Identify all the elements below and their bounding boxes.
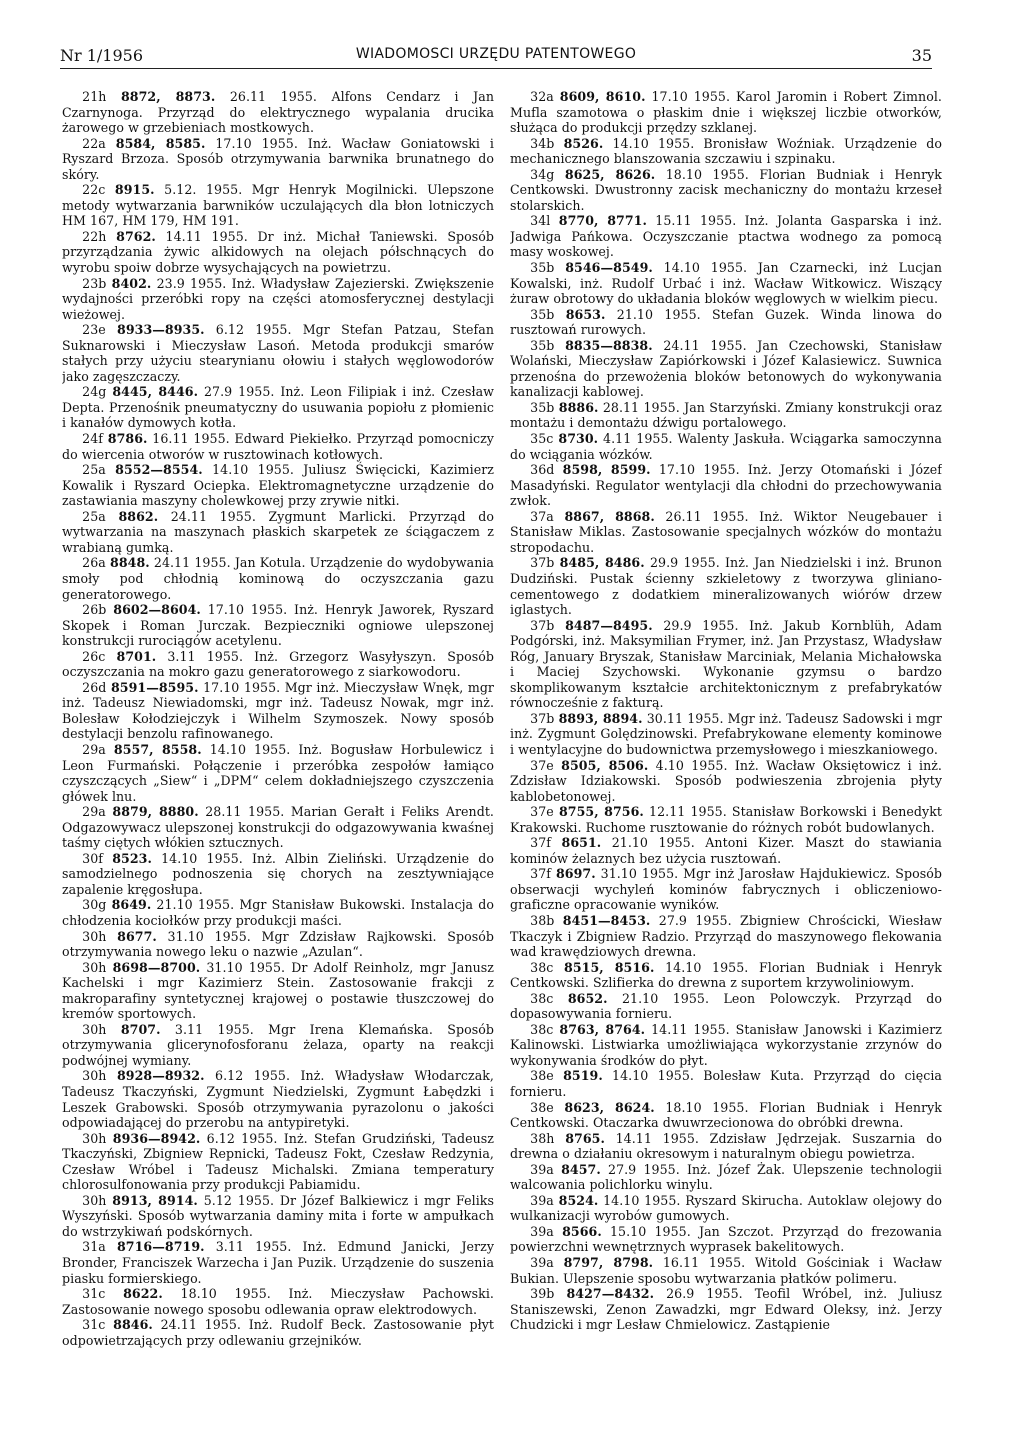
patent-description: 5.12 1955. Dr Józef Balkiewicz i mgr Feliks Wyszyński. Sposób wytwarzania daminy mita i forte w ampułkach do wstrzykiwań podskórnych. xyxy=(62,1192,494,1239)
patent-class: 37e xyxy=(530,804,554,820)
patent-class: 39a xyxy=(530,1192,554,1208)
patent-class: 26b xyxy=(82,602,107,618)
patent-number: 8427—8432. xyxy=(566,1286,655,1302)
patent-description: 26.9 1955. Teofil Wróbel, inż. Juliusz Staniszewski, Zenon Zawadzki, mgr Edward Oleksy, inż. Jerzy Chudzicki i mgr Lesław Chmielowicz. Zastąpienie xyxy=(510,1286,942,1333)
patent-description: 28.11 1955. Marian Gerałt i Feliks Arendt. Odgazowywacz ulepszonej konstrukcji do odgazowywania kwaśnej taśmy ciętych włókien sztucznych. xyxy=(62,804,494,851)
patent-entry xyxy=(62,322,494,384)
patent-description: 6.12 1955. Inż. Stefan Grudziński, Tadeusz Tkaczyński, Zbigniew Repnicki, Tadeusz Fokt, Czesław Redzynia, Czesław Wróbel i Tadeusz Michalski. Zmiana temperatury chlorosulfonowania przy produkcji Pabiamidu. xyxy=(62,1130,494,1193)
patent-entry xyxy=(510,1131,942,1162)
patent-number: 8451—8453. xyxy=(562,912,651,928)
patent-entry xyxy=(510,866,942,913)
patent-entry xyxy=(510,1255,942,1286)
patent-number: 8623, 8624. xyxy=(564,1099,655,1115)
patent-class: 32a xyxy=(530,89,554,104)
patent-number: 8445, 8446. xyxy=(112,384,199,400)
patent-number: 8487—8495. xyxy=(565,617,653,633)
patent-number: 8755, 8756. xyxy=(558,804,644,820)
patent-class: 38e xyxy=(530,1068,554,1084)
patent-number: 8701. xyxy=(116,648,157,664)
patent-description: 27.9 1955. Inż. Józef Żak. Ulepszenie technologii walcowania polichlorku winylu. xyxy=(510,1161,942,1193)
patent-number: 8523. xyxy=(112,850,152,866)
patent-class: 24f xyxy=(82,431,103,447)
patent-number: 8933—8935. xyxy=(117,322,205,338)
patent-entry xyxy=(62,897,494,928)
patent-class: 39a xyxy=(530,1161,554,1177)
patent-class: 35b xyxy=(530,399,555,415)
patent-class: 35c xyxy=(530,431,554,447)
patent-entry xyxy=(510,167,942,214)
patent-description: 6.12 1955. Inż. Władysław Włodarczak, Tadeusz Tkaczyński, Zygmunt Niedzielski, Zygmunt Łabędzki i Leszek Grabowski. Sposób otrzymywania pyrazolonu o jakości odpowiadającej do przerobu na antypiretyki. xyxy=(62,1068,494,1131)
patent-class: 30h xyxy=(82,1021,107,1037)
patent-description: 5.12. 1955. Mgr Henryk Mogilnicki. Ulepszone metody wytwarzania barwników uczulających dla błon lotniczych HM 167, HM 179, HM 191. xyxy=(62,182,494,229)
patent-entry xyxy=(510,338,942,400)
patent-description: 30.11 1955. Mgr inż. Tadeusz Sadowski i mgr inż. Zygmunt Golędzinowski. Prefabrykowane elementy kominowe i wentylacyjne do budownictwa przemysłowego i mieszkaniowego. xyxy=(510,710,942,757)
patent-description: 26.11 1955. Inż. Wiktor Neugebauer i Stanisław Miklas. Zastosowanie specjalnych wózków do montażu stropodachu. xyxy=(510,508,942,555)
publication-title: WIADOMOSCI URZĘDU PATENTOWEGO xyxy=(355,46,637,62)
patent-class: 23e xyxy=(82,322,106,338)
patent-class: 30f xyxy=(82,850,103,866)
patent-number: 8765. xyxy=(565,1130,605,1146)
patent-class: 38h xyxy=(530,1130,555,1146)
patent-description: 3.11 1955. Inż. Edmund Janicki, Jerzy Bronder, Franciszek Warzecha i Jan Puzik. Urządzenie do suszenia piasku formierskiego. xyxy=(62,1239,494,1286)
patent-description: 17.10 1955. Karol Jaromin i Robert Zimnol. Mufla szamotowa o płaskim dnie i większej liczbie otworków, służąca do produkcji przędzy szklanej. xyxy=(510,89,942,136)
patent-number: 8846. xyxy=(113,1317,153,1333)
patent-description: 14.10 1955. Juliusz Święcicki, Kazimierz Kowalik i Ryszard Ociepka. Elektromagnetyczne urządzenie do zastawiania maszyny cholewkowej przy zrywie nitki. xyxy=(62,462,494,509)
patent-class: 30h xyxy=(82,1192,107,1208)
patent-class: 22h xyxy=(82,228,107,244)
patent-description: 14.11 1955. Dr inż. Michał Taniewski. Sposób przyrządzania żywic alkidowych na olejach półschnących do wyrobu spoiw dobrze wysychających na powietrzu. xyxy=(62,228,494,276)
patent-class: 34b xyxy=(530,135,555,151)
patent-description: 21.10 1955. Antoni Kizer. Maszt do stawiania kominów żelaznych bez użycia rusztowań. xyxy=(510,835,942,866)
patent-number: 8653. xyxy=(565,306,606,322)
patent-description: 21.10 1955. Leon Polowczyk. Przyrząd do dopasowywania fornieru. xyxy=(510,990,942,1022)
patent-description: 21.10 1955. Stefan Guzek. Winda linowa do rusztowań rurowych. xyxy=(510,306,942,338)
patent-entry xyxy=(62,649,494,680)
patent-description: 14.10 1955. Inż. Bogusław Horbulewicz i Leon Furmański. Połączenie i przeróbka zespołów łamiąco czyszczących „Siew“ i „DPM“ celem dokładniejszego czyszczenia główek lnu. xyxy=(62,741,494,804)
patent-entry xyxy=(510,1193,942,1224)
page-header xyxy=(60,42,932,69)
patent-entry xyxy=(510,804,942,835)
patent-description: 14.10 1955. Inż. Albin Zieliński. Urządzenie do samodzielnego podnoszenia się chorych na zesztywniające zapalenie kręgosłupa. xyxy=(62,850,494,897)
patent-entry xyxy=(62,1131,494,1193)
patent-class: 25a xyxy=(82,508,106,524)
patent-class: 39a xyxy=(530,1223,554,1239)
patent-number: 8524. xyxy=(558,1192,599,1208)
patent-class: 29a xyxy=(82,804,106,820)
patent-description: 24.11 1955. Jan Czechowski, Stanisław Wolański, Mieczysław Zapiórkowski i Józef Kalasiewicz. Suwnica przenośna do przewożenia bloków betonowych do wykonywania kanalizacji kablowej. xyxy=(510,337,942,400)
patent-description: 31.10 1955. Mgr Zdzisław Rajkowski. Sposób otrzymywania nowego leku o nazwie „Azulan“. xyxy=(62,928,494,960)
patent-description: 23.9 1955. Inż. Władysław Zajezierski. Zwiększenie wydajności przeróbki ropy na części atomosferycznej destylacji wieżowej. xyxy=(62,275,494,322)
patent-class: 38c xyxy=(530,959,554,975)
patent-number: 8872, 8873. xyxy=(120,89,216,104)
patent-number: 8707. xyxy=(120,1021,161,1037)
patent-description: 24.11 1955. Jan Kotula. Urządzenie do wydobywania smoły pod chłodnią kominową do oczyszczania gazu generatorowego. xyxy=(62,555,494,602)
patent-number: 8698—8700. xyxy=(112,959,201,975)
patent-entry xyxy=(510,618,942,711)
patent-description: 4.10 1955. Inż. Wacław Oksiętowicz i inż. Zdzisław Idziakowski. Sposób podwieszenia zbrojenia płyty kablobetonowej. xyxy=(510,757,942,804)
patent-class: 31c xyxy=(82,1286,106,1302)
patent-number: 8835—8838. xyxy=(565,337,653,353)
patent-description: 14.11 1955. Stanisław Janowski i Kazimierz Kalinowski. Listwiarka umożliwiająca wykorzystanie zrzynów do wykonywania środków do płyt. xyxy=(510,1021,942,1068)
patent-entry xyxy=(62,136,494,183)
patent-description: 28.11 1955. Jan Starzyński. Zmiany konstrukcji oraz montażu i demontażu dźwigu portalowego. xyxy=(510,399,942,431)
patent-entry xyxy=(510,1100,942,1131)
patent-class: 30h xyxy=(82,959,107,975)
patent-class: 35b xyxy=(530,306,555,322)
patent-class: 37a xyxy=(530,508,554,524)
patent-number: 8893, 8894. xyxy=(558,710,643,726)
patent-entry xyxy=(62,1068,494,1130)
patent-description: 18.10 1955. Inż. Mieczysław Pachowski. Zastosowanie nowego sposobu odlewania opraw elektrodowych. xyxy=(62,1286,494,1317)
patent-entry xyxy=(510,307,942,338)
patent-entry xyxy=(62,555,494,602)
patent-entry xyxy=(62,929,494,960)
patent-class: 35b xyxy=(530,260,555,276)
patent-description: 17.10 1955. Inż. Jerzy Otomański i Józef Masadyński. Regulator wentylacji dla chłodni do przechowywania zwłok. xyxy=(510,462,942,509)
patent-entry xyxy=(62,851,494,898)
patent-class: 22c xyxy=(82,182,106,198)
patent-entry xyxy=(62,1022,494,1069)
patent-description: 29.9 1955. Inż. Jakub Kornblüh, Adam Podgórski, inż. Maksymilian Frymer, inż. Jan Przystasz, Władysław Róg, January Bryszak, Stanisław Marciniak, Melania Michałowska i Maciej Szychowski. Wykonanie gzymsu o bardzo skomplikowanym kształcie architektonicznym z prefabrykatów równocześnie z fakturą. xyxy=(510,617,942,711)
patent-entry xyxy=(510,758,942,805)
patent-entry xyxy=(510,260,942,307)
patent-entry xyxy=(510,555,942,617)
patent-entry xyxy=(510,960,942,991)
patent-description: 12.11 1955. Stanisław Borkowski i Benedykt Krakowski. Ruchome rusztowanie do różnych robót budowlanych. xyxy=(510,804,942,835)
patent-entry xyxy=(510,991,942,1022)
patent-description: 18.10 1955. Florian Budniak i Henryk Centkowski. Dwustronny zacisk mechaniczny do montażu krzeseł stolarskich. xyxy=(510,166,942,213)
patent-entry xyxy=(510,711,942,758)
patent-description: 3.11 1955. Mgr Irena Klemańska. Sposób otrzymywania glicerynofosforanu żelaza, oparty na reakcji podwójnej wymiany. xyxy=(62,1021,494,1068)
patent-class: 39b xyxy=(530,1286,555,1302)
patent-entry xyxy=(510,913,942,960)
patent-number: 8763, 8764. xyxy=(559,1021,646,1037)
patent-entry xyxy=(62,960,494,1022)
patent-description: 16.11 1955. Witold Gościniak i Wacław Bukian. Ulepszenie sposobu wytwarzania płatków polimeru. xyxy=(510,1255,942,1286)
patent-number: 8915. xyxy=(114,182,155,198)
patent-class: 25a xyxy=(82,462,106,478)
patent-class: 30h xyxy=(82,1130,107,1146)
patent-entry xyxy=(510,400,942,431)
patent-class: 30h xyxy=(82,928,107,944)
patent-class: 22a xyxy=(82,135,106,151)
patent-entry xyxy=(510,431,942,462)
patent-number: 8602—8604. xyxy=(113,602,201,618)
patent-number: 8557, 8558. xyxy=(113,741,202,757)
patent-number: 8928—8932. xyxy=(116,1068,205,1084)
patent-class: 35b xyxy=(530,337,555,353)
patent-number: 8552—8554. xyxy=(115,462,203,478)
patent-entry xyxy=(62,182,494,229)
patent-description: 27.9 1955. Zbigniew Chrościcki, Wiesław Tkaczyk i Zbigniew Radzio. Przyrząd do maszynowego flekowania wad krawędziowych drewna. xyxy=(510,912,942,960)
patent-number: 8786. xyxy=(107,431,148,447)
patent-number: 8649. xyxy=(111,897,152,913)
patent-entry xyxy=(62,742,494,804)
patent-number: 8505, 8506. xyxy=(561,757,649,773)
patent-class: 26d xyxy=(82,679,107,695)
patent-entry xyxy=(62,229,494,276)
patent-number: 8625, 8626. xyxy=(564,166,656,182)
patent-class: 37b xyxy=(530,710,555,726)
patent-number: 8879, 8880. xyxy=(112,804,199,820)
patent-number: 8584, 8585. xyxy=(115,135,206,151)
patent-number: 8716—8719. xyxy=(116,1239,205,1255)
patent-entry xyxy=(510,835,942,866)
right-column xyxy=(510,89,942,1439)
patent-entry xyxy=(62,680,494,742)
patent-number: 8697. xyxy=(555,866,596,882)
patent-number: 8515, 8516. xyxy=(564,959,655,975)
patent-class: 30h xyxy=(82,1068,107,1084)
patent-number: 8936—8942. xyxy=(112,1130,201,1146)
patent-entry xyxy=(510,1224,942,1255)
patent-number: 8402. xyxy=(111,275,152,291)
patent-entry xyxy=(62,509,494,556)
patent-description: 14.10 1955. Bolesław Kuta. Przyrząd do cięcia fornieru. xyxy=(510,1068,942,1099)
patent-entry xyxy=(510,1162,942,1193)
patent-number: 8862. xyxy=(118,508,159,524)
patent-class: 31c xyxy=(82,1317,106,1333)
patent-number: 8566. xyxy=(562,1223,602,1239)
patent-description: 14.10 1955. Florian Budniak i Henryk Centkowski. Szlifierka do drewna z suportem krzywoliniowym. xyxy=(510,959,942,991)
patent-number: 8677. xyxy=(117,928,157,944)
patent-class: 37f xyxy=(530,835,551,851)
patent-description: 24.11 1955. Inż. Rudolf Beck. Zastosowanie płyt odpowietrzających przy odlewaniu grzejników. xyxy=(62,1317,494,1348)
patent-entry xyxy=(62,431,494,462)
patent-class: 37b xyxy=(530,617,555,633)
patent-number: 8546—8549. xyxy=(565,260,653,276)
page-number: 35 xyxy=(911,46,932,65)
patent-entry xyxy=(62,1317,494,1348)
patent-class: 36d xyxy=(530,462,555,478)
patent-class: 34l xyxy=(530,213,551,229)
patent-class: 31a xyxy=(82,1239,106,1255)
patent-description: 18.10 1955. Florian Budniak i Henryk Centkowski. Otaczarka dwuwrzecionowa do obróbki drewna. xyxy=(510,1099,942,1131)
patent-description: 6.12 1955. Mgr Stefan Patzau, Stefan Suknarowski i Mieczysław Lasoń. Metoda produkcji smarów stałych przy użyciu stearynianu ołowiu i stałych węglowodorów jako zagęszczaczy. xyxy=(62,322,494,384)
issue-number: Nr 1/1956 xyxy=(60,46,144,65)
patent-description: 14.10 1955. Ryszard Skirucha. Autoklaw olejowy do wulkanizacji wyrobów gumowych. xyxy=(510,1192,942,1224)
patent-class: 23b xyxy=(82,275,107,291)
patent-entry xyxy=(62,1239,494,1286)
patent-class: 37e xyxy=(530,757,554,773)
patent-class: 26c xyxy=(82,648,106,664)
patent-class: 37f xyxy=(530,866,551,882)
patent-number: 8886. xyxy=(558,399,599,415)
patent-entry xyxy=(510,213,942,260)
patent-number: 8622. xyxy=(123,1286,163,1302)
patent-number: 8762. xyxy=(116,228,156,244)
patent-entry xyxy=(62,1193,494,1240)
patent-number: 8797, 8798. xyxy=(563,1255,654,1271)
patent-class: 37b xyxy=(530,555,555,571)
patent-description: 4.11 1955. Walenty Jaskuła. Wciągarka samoczynna do wciągania wózków. xyxy=(510,431,942,462)
patent-number: 8730. xyxy=(558,431,599,447)
patent-number: 8770, 8771. xyxy=(558,213,647,229)
patent-description: 17.10 1955. Inż. Wacław Goniatowski i Ryszard Brzoza. Sposób otrzymywania barwnika brunatnego do skóry. xyxy=(62,135,494,182)
patent-entry xyxy=(62,804,494,851)
patent-number: 8526. xyxy=(563,135,604,151)
patent-number: 8652. xyxy=(567,990,608,1006)
patent-entry xyxy=(62,276,494,323)
patent-entry xyxy=(510,509,942,556)
patent-description: 3.11 1955. Inż. Grzegorz Wasyłyszyn. Sposób oczyszczania na mokro gazu generatorowego z siarkowodoru. xyxy=(62,648,494,680)
patent-entry xyxy=(62,1286,494,1317)
patent-class: 38c xyxy=(530,990,554,1006)
patent-description: 27.9 1955. Inż. Leon Filipiak i inż. Czesław Depta. Przenośnik pneumatyczny do usuwania popiołu z płomienic i kanałów dymowych kotła. xyxy=(62,384,494,431)
patent-description: 29.9 1955. Inż. Jan Niedzielski i inż. Brunon Dudziński. Pustak ścienny szkieletowy z tworzywa gliniano-cementowego z dodatkiem mineralizowanych wiórów drzew iglastych. xyxy=(510,555,942,618)
patent-number: 8591—8595. xyxy=(110,679,199,695)
patent-description: 14.11 1955. Zdzisław Jędrzejak. Suszarnia do drewna o działaniu okresowym i naturalnym obiegu powietrza. xyxy=(510,1130,942,1162)
patent-class: 34g xyxy=(530,166,555,182)
patent-entry xyxy=(62,462,494,509)
patent-entry xyxy=(510,1022,942,1069)
patent-entry xyxy=(62,602,494,649)
patent-description: 21.10 1955. Mgr Stanisław Bukowski. Instalacja do chłodzenia kociołków przy produkcji maści. xyxy=(62,897,494,928)
patent-description: 15.10 1955. Jan Szczot. Przyrząd do frezowania powierzchni wewnętrznych wyprasek bakelitowych. xyxy=(510,1223,942,1255)
patent-number: 8867, 8868. xyxy=(564,508,655,524)
patent-entry xyxy=(510,1068,942,1099)
patent-class: 38b xyxy=(530,912,555,928)
patent-number: 8485, 8486. xyxy=(559,555,645,571)
patent-entry xyxy=(62,384,494,431)
patent-description: 17.10 1955. Mgr inż. Mieczysław Wnęk, mgr inż. Tadeusz Niewiadomski, mgr inż. Tadeusz Nowak, mgr inż. Bolesław Kołodziejczyk i Wilhelm Szymoszek. Nowy sposób destylacji benzolu rafinowanego. xyxy=(62,679,494,742)
patent-description: 14.10 1955. Bronisław Woźniak. Urządzenie do mechanicznego blanszowania szczawiu i szpinaku. xyxy=(510,135,942,167)
patent-class: 21h xyxy=(82,89,107,104)
patent-number: 8519. xyxy=(563,1068,603,1084)
patent-number: 8913, 8914. xyxy=(112,1192,198,1208)
patent-description: 31.10 1955. Mgr inż Jarosław Hajdukiewicz. Sposób obserwacji wychyleń kominów fabrycznych i obliczeniowo-graficzne opracowanie wyników. xyxy=(510,866,942,913)
patent-entry xyxy=(510,462,942,509)
patent-number: 8848. xyxy=(110,555,150,571)
patent-entry xyxy=(62,89,494,136)
patent-class: 38c xyxy=(530,1021,554,1037)
patent-description: 24.11 1955. Zygmunt Marlicki. Przyrząd do wytwarzania na maszynach płaskich skarpetek ze ściągaczem z wrabianą gumką. xyxy=(62,508,494,555)
patent-number: 8651. xyxy=(561,835,602,851)
patent-entry xyxy=(510,136,942,167)
patent-class: 29a xyxy=(82,741,106,757)
patent-class: 24g xyxy=(82,384,107,400)
patent-description: 31.10 1955. Dr Adolf Reinholz, mgr Janusz Kachelski i mgr Kazimierz Stein. Zastosowanie frakcji z makroparafiny syntetycznej krajowej o postawie tłuszczowej do kremów sportowych. xyxy=(62,959,494,1022)
left-column xyxy=(62,89,494,1439)
patent-class: 30g xyxy=(82,897,107,913)
patent-description: 16.11 1955. Edward Piekiełko. Przyrząd pomocniczy do wiercenia otworów w rusztowinach kotłowych. xyxy=(62,431,494,462)
patent-entry xyxy=(510,1286,942,1333)
patent-class: 38e xyxy=(530,1099,554,1115)
patent-number: 8457. xyxy=(561,1161,601,1177)
patent-description: 15.11 1955. Inż. Jolanta Gasparska i inż. Jadwiga Pańkowa. Oczyszczanie ptactwa wodnego za pomocą masy woskowej. xyxy=(510,213,942,260)
patent-description: 17.10 1955. Inż. Henryk Jaworek, Ryszard Skopek i Roman Jurczak. Bezpieczniki ogniowe ulepszonej konstrukcji rurociągów acetylenu. xyxy=(62,602,494,649)
patent-entry xyxy=(510,89,942,136)
patent-description: 14.10 1955. Jan Czarnecki, inż Lucjan Kowalski, inż. Rudolf Urbać i inż. Wacław Witkowicz. Wiszący żuraw obrotowy do układania bloków węglowych w wielkim piecu. xyxy=(510,260,942,307)
patent-description: 26.11 1955. Alfons Cendarz i Jan Czarnynoga. Przyrząd do elektrycznego wypalania drucika żarowego w grzebieniach mostkowych. xyxy=(62,89,494,136)
patent-number: 8609, 8610. xyxy=(559,89,646,104)
patent-class: 39a xyxy=(530,1255,554,1271)
patent-class: 26a xyxy=(82,555,106,571)
patent-number: 8598, 8599. xyxy=(562,462,651,478)
